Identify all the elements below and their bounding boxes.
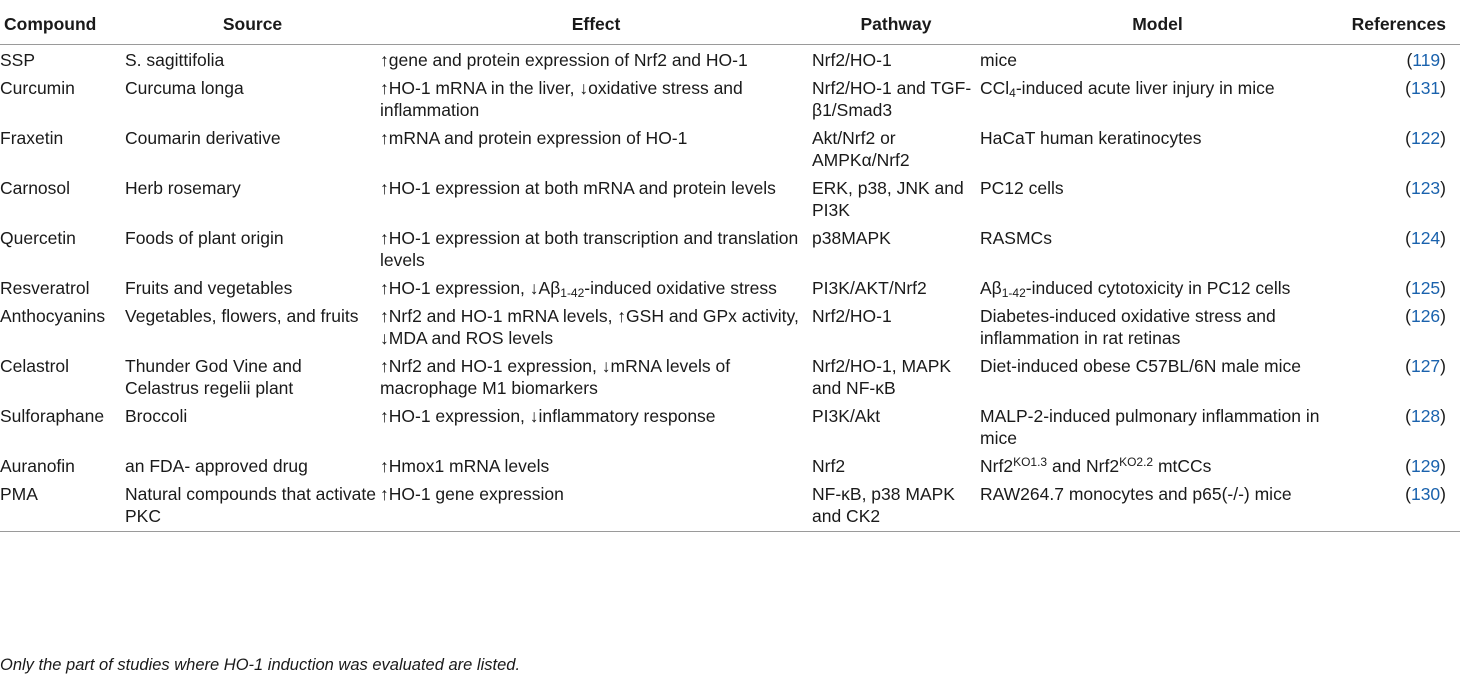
text-run: Nrf2/HO-1, MAPK and NF-κB — [812, 356, 952, 398]
reference-link[interactable]: 129 — [1410, 456, 1441, 476]
reference-link[interactable]: 122 — [1410, 128, 1441, 148]
text-run: ↑HO-1 mRNA in the liver, ↓oxidative stress and inflammation — [380, 78, 743, 120]
cell-compound: Carnosol — [0, 178, 71, 198]
text-run: ↑Nrf2 and HO-1 expression, ↓mRNA levels of macrophage M1 biomarkers — [380, 356, 731, 398]
cell-compound: PMA — [0, 479, 125, 532]
table-body — [0, 45, 1460, 532]
cell-compound: Anthocyanins — [0, 306, 106, 326]
reference-link[interactable]: 128 — [1410, 406, 1441, 426]
header-pathway: Pathway — [812, 4, 980, 45]
text-run: mtCCs — [1153, 456, 1212, 476]
cell-compound: Fraxetin — [0, 128, 64, 148]
cell-reference: (130) — [1335, 479, 1460, 532]
header-source: Source — [125, 4, 380, 45]
table-row — [0, 273, 1460, 301]
cell-compound: Curcumin — [0, 78, 75, 98]
text-run: 1-42 — [1001, 286, 1026, 300]
reference-link[interactable]: 130 — [1410, 484, 1441, 504]
text-run: KO2.2 — [1119, 455, 1154, 469]
table-row — [0, 479, 1460, 532]
cell-effect — [380, 173, 812, 223]
table-row — [0, 73, 1460, 123]
cell-reference: (119) — [1406, 50, 1446, 70]
reference-link[interactable]: 125 — [1410, 278, 1441, 298]
cell-effect — [380, 223, 812, 273]
reference-link[interactable]: 119 — [1412, 50, 1441, 70]
table-row — [0, 173, 1460, 223]
cell-pathway — [812, 351, 980, 401]
reference-link[interactable]: 126 — [1410, 306, 1441, 326]
text-run: Nrf2 — [980, 456, 1014, 476]
cell-compound: Sulforaphane — [0, 406, 105, 426]
cell-compound: Resveratrol — [0, 278, 90, 298]
text-run: Nrf2/HO-1 and TGF-β1/Smad3 — [812, 78, 972, 120]
text-run: NF-κB, p38 MAPK and CK2 — [812, 484, 955, 526]
cell-effect — [380, 401, 812, 451]
cell-pathway — [812, 479, 980, 532]
table-row — [0, 351, 1460, 401]
cell-reference: (129) — [1405, 456, 1446, 476]
cell-effect — [380, 301, 812, 351]
cell-reference: (128) — [1405, 406, 1446, 426]
header-references: References — [1335, 4, 1460, 45]
cell-pathway — [812, 401, 980, 451]
table-row — [0, 301, 1460, 351]
table-row — [0, 123, 1460, 173]
text-run: ERK, p38, JNK and PI3K — [812, 178, 964, 220]
cell-reference: (127) — [1405, 356, 1446, 376]
table-header — [0, 4, 1460, 45]
text-run: RAW264.7 monocytes and p65(-/-) mice — [980, 484, 1292, 504]
text-run: ↑gene and protein expression of Nrf2 and HO-1 — [380, 50, 748, 70]
table-row — [0, 45, 1460, 74]
cell-source: Coumarin derivative — [125, 128, 281, 148]
cell-source: Curcuma longa — [125, 78, 244, 98]
text-run: ↑Hmox1 mRNA levels — [380, 456, 550, 476]
text-run: Diet-induced obese C57BL/6N male mice — [980, 356, 1301, 376]
cell-model — [980, 301, 1335, 351]
cell-pathway — [812, 301, 980, 351]
cell-pathway — [812, 451, 980, 479]
header-compound: Compound — [0, 4, 125, 45]
cell-pathway — [812, 45, 980, 74]
cell-reference: (126) — [1405, 306, 1446, 326]
text-run: ↑HO-1 expression, ↓inflammatory response — [380, 406, 716, 426]
cell-source: Vegetables, flowers, and fruits — [125, 306, 359, 326]
cell-reference: (123) — [1405, 178, 1446, 198]
cell-source: Foods of plant origin — [125, 228, 284, 248]
cell-source: Thunder God Vine and Celastrus regelii plant — [125, 356, 302, 398]
text-run: ↑HO-1 expression at both mRNA and protein levels — [380, 178, 776, 198]
ho1-inducers-table — [0, 4, 1460, 532]
cell-pathway — [812, 173, 980, 223]
cell-source: an FDA- approved drug — [125, 456, 308, 476]
cell-pathway — [812, 223, 980, 273]
cell-effect — [380, 73, 812, 123]
header-row — [0, 4, 1460, 45]
text-run: RASMCs — [980, 228, 1052, 248]
cell-pathway — [812, 273, 980, 301]
cell-model — [980, 479, 1335, 532]
text-run: -induced acute liver injury in mice — [1015, 78, 1275, 98]
cell-effect — [380, 351, 812, 401]
text-run: p38MAPK — [812, 228, 891, 248]
header-effect: Effect — [380, 4, 812, 45]
text-run: and Nrf2 — [1047, 456, 1120, 476]
text-run: Akt/Nrf2 or AMPKα/Nrf2 — [812, 128, 910, 170]
cell-effect — [380, 123, 812, 173]
text-run: Nrf2 — [812, 456, 846, 476]
text-run: KO1.3 — [1013, 455, 1048, 469]
text-run: mice — [980, 50, 1017, 70]
text-run: ↑HO-1 expression at both transcription and translation levels — [380, 228, 799, 270]
cell-effect — [380, 479, 812, 532]
table-footnote: Only the part of studies where HO-1 induction was evaluated are listed. — [0, 656, 521, 674]
text-run: PI3K/AKT/Nrf2 — [812, 278, 927, 298]
text-run: CCl — [980, 78, 1010, 98]
cell-compound: SSP — [0, 50, 36, 70]
cell-model — [980, 73, 1335, 123]
cell-effect — [380, 45, 812, 74]
table-row — [0, 223, 1460, 273]
cell-reference: (124) — [1405, 228, 1446, 248]
text-run: ↑HO-1 expression, ↓Aβ — [380, 278, 561, 298]
cell-reference: (122) — [1405, 128, 1446, 148]
text-run: 1-42 — [560, 286, 585, 300]
cell-model — [980, 273, 1335, 301]
cell-effect — [380, 273, 812, 301]
reference-link[interactable]: 123 — [1410, 178, 1441, 198]
text-run: Diabetes-induced oxidative stress and inflammation in rat retinas — [980, 306, 1276, 348]
text-run: PI3K/Akt — [812, 406, 881, 426]
text-run: 4 — [1009, 86, 1016, 100]
cell-source: Broccoli — [125, 406, 188, 426]
cell-compound: Celastrol — [0, 356, 70, 376]
cell-effect — [380, 451, 812, 479]
cell-model — [980, 223, 1335, 273]
cell-model — [980, 351, 1335, 401]
cell-compound: Quercetin — [0, 228, 76, 248]
text-run: ↑mRNA and protein expression of HO-1 — [380, 128, 688, 148]
cell-model — [980, 123, 1335, 173]
cell-pathway — [812, 73, 980, 123]
header-model: Model — [980, 4, 1335, 45]
cell-reference: (125) — [1405, 278, 1446, 298]
cell-source: S. sagittifolia — [125, 50, 225, 70]
text-run: -induced cytotoxicity in PC12 cells — [1025, 278, 1291, 298]
cell-reference: (131) — [1405, 78, 1446, 98]
table-row — [0, 451, 1460, 479]
reference-link[interactable]: 124 — [1410, 228, 1441, 248]
text-run: PC12 cells — [980, 178, 1064, 198]
cell-model — [980, 451, 1335, 479]
text-run: ↑Nrf2 and HO-1 mRNA levels, ↑GSH and GPx activity, ↓MDA and ROS levels — [380, 306, 799, 348]
table-row — [0, 401, 1460, 451]
cell-source: Fruits and vegetables — [125, 278, 293, 298]
cell-model — [980, 45, 1335, 74]
reference-link[interactable]: 127 — [1410, 356, 1441, 376]
cell-source: Herb rosemary — [125, 178, 241, 198]
reference-link[interactable]: 131 — [1410, 78, 1441, 98]
text-run: MALP-2-induced pulmonary inflammation in mice — [980, 406, 1320, 448]
text-run: Aβ — [980, 278, 1002, 298]
text-run: -induced oxidative stress — [584, 278, 777, 298]
cell-source: Natural compounds that activate PKC — [125, 479, 380, 532]
text-run: ↑HO-1 gene expression — [380, 484, 564, 504]
text-run: Nrf2/HO-1 — [812, 306, 892, 326]
text-run: HaCaT human keratinocytes — [980, 128, 1202, 148]
text-run: Nrf2/HO-1 — [812, 50, 892, 70]
cell-pathway — [812, 123, 980, 173]
cell-compound: Auranofin — [0, 456, 75, 476]
cell-model — [980, 173, 1335, 223]
cell-model — [980, 401, 1335, 451]
